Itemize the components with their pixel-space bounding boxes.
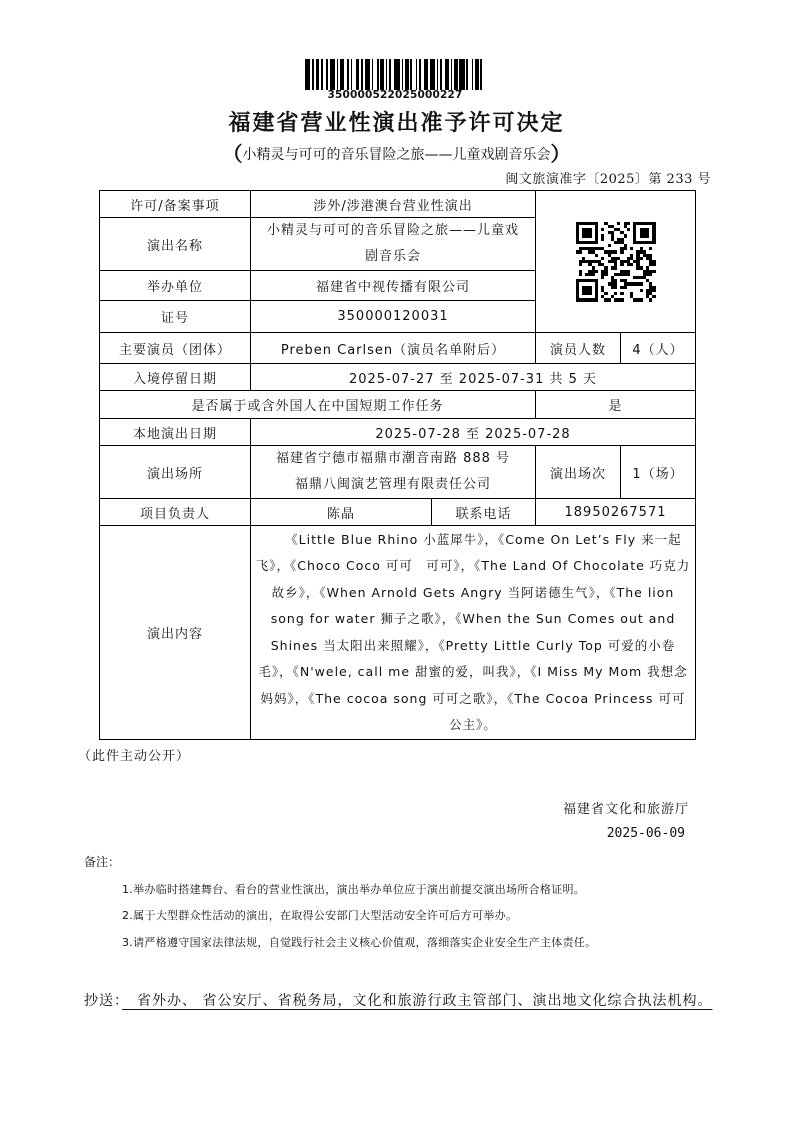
table-row xyxy=(100,499,696,526)
phone-value: 18950267571 xyxy=(536,499,696,526)
manager-value: 陈晶 xyxy=(251,499,432,526)
table-row xyxy=(100,364,696,391)
barcode-number: 350000522025000227 xyxy=(327,89,463,101)
shows-value: 1（场） xyxy=(621,446,696,499)
local-dates-label: 本地演出日期 xyxy=(100,419,251,446)
qr-code-icon xyxy=(576,222,656,302)
table-row xyxy=(100,191,696,218)
table-row xyxy=(100,446,696,499)
table-row xyxy=(100,333,696,364)
venue-value xyxy=(251,446,536,499)
performer-count-value: 4（人） xyxy=(621,333,696,364)
permit-table xyxy=(99,190,696,740)
document-subtitle xyxy=(0,138,793,167)
foreign-work-label: 是否属于或含外国人在中国短期工作任务 xyxy=(100,391,536,419)
permit-item-label: 许可/备案事项 xyxy=(100,191,251,218)
table-row xyxy=(100,526,696,740)
issue-date: 2025-06-09 xyxy=(606,826,685,841)
performer-count-label: 演员人数 xyxy=(536,333,621,364)
venue-address: 福建省宁德市福鼎市潮音南路 888 号 xyxy=(275,451,511,466)
cc-label: 抄送： xyxy=(84,993,122,1009)
document-title: 福建省营业性演出准予许可决定 xyxy=(228,111,565,136)
venue-label: 演出场所 xyxy=(100,446,251,499)
cert-no-value: 350000120031 xyxy=(251,301,536,333)
notes-title: 备注： xyxy=(84,855,121,869)
note-item: 3.请严格遵守国家法律法规，自觉践行社会主义核心价值观，落细落实企业安全生产主体责任。 xyxy=(122,936,597,949)
stay-dates-value: 2025-07-27 至 2025-07-31 共 5 天 xyxy=(251,364,696,391)
table-row xyxy=(100,419,696,446)
shows-label: 演出场次 xyxy=(536,446,621,499)
foreign-work-value: 是 xyxy=(536,391,696,419)
permit-item-value: 涉外/涉港澳台营业性演出 xyxy=(251,191,536,218)
document-number: 闽文旅演准字〔2025〕第 233 号 xyxy=(505,172,711,187)
issuer: 福建省文化和旅游厅 xyxy=(562,802,689,817)
public-disclosure-note: （此件主动公开） xyxy=(78,749,191,764)
cc-list xyxy=(84,987,724,1015)
show-name-label: 演出名称 xyxy=(100,218,251,271)
organizer-value: 福建省中视传播有限公司 xyxy=(251,271,536,301)
subtitle-close-paren: ） xyxy=(550,142,571,166)
stay-dates-label: 入境停留日期 xyxy=(100,364,251,391)
phone-label: 联系电话 xyxy=(432,499,536,526)
main-performer-value: Preben Carlsen（演员名单附后） xyxy=(251,333,536,364)
cert-no-label: 证号 xyxy=(100,301,251,333)
organizer-label: 举办单位 xyxy=(100,271,251,301)
qr-code-cell xyxy=(536,191,696,333)
content-value: 《Little Blue Rhino 小蓝犀牛》，《Come On Let’s Fly 来一起飞》，《Choco Coco 可可 可可》，《The Land Of Chocolate 巧克力故乡》，《When Arnold Gets Angry 当阿诺德生气》，《The lion song for water 狮子之歌》，《When the Sun Comes out and Shines 当太阳出来照耀》，《Pretty Little Curly Top 可爱的小卷毛》，《N'wele, call me 甜蜜的爱，叫我》，《I Miss My Mom 我想念妈妈》，《The cocoa song 可可之歌》，《The Cocoa Princess 可可公主》。 xyxy=(251,526,696,740)
content-label: 演出内容 xyxy=(100,526,251,740)
note-item: 1.举办临时搭建舞台、看台的营业性演出，演出举办单位应于演出前提交演出场所合格证明。 xyxy=(122,883,586,896)
main-performer-label: 主要演员（团体） xyxy=(100,333,251,364)
venue-company: 福鼎八闽演艺管理有限责任公司 xyxy=(295,477,492,492)
barcode xyxy=(305,59,485,90)
subtitle-text: 小精灵与可可的音乐冒险之旅——儿童戏剧音乐会 xyxy=(242,147,551,163)
subtitle-open-paren: （ xyxy=(222,142,243,166)
local-dates-value: 2025-07-28 至 2025-07-28 xyxy=(251,419,696,446)
manager-label: 项目负责人 xyxy=(100,499,251,526)
note-item: 2.属于大型群众性活动的演出，在取得公安部门大型活动安全许可后方可举办。 xyxy=(122,909,518,922)
cc-value: 省外办、 省公安厅、省税务局，文化和旅游行政主管部门、演出地文化综合执法机构。 xyxy=(122,993,713,1009)
table-row xyxy=(100,391,696,419)
show-name-value: 小精灵与可可的音乐冒险之旅——儿童戏剧音乐会 xyxy=(251,218,536,271)
